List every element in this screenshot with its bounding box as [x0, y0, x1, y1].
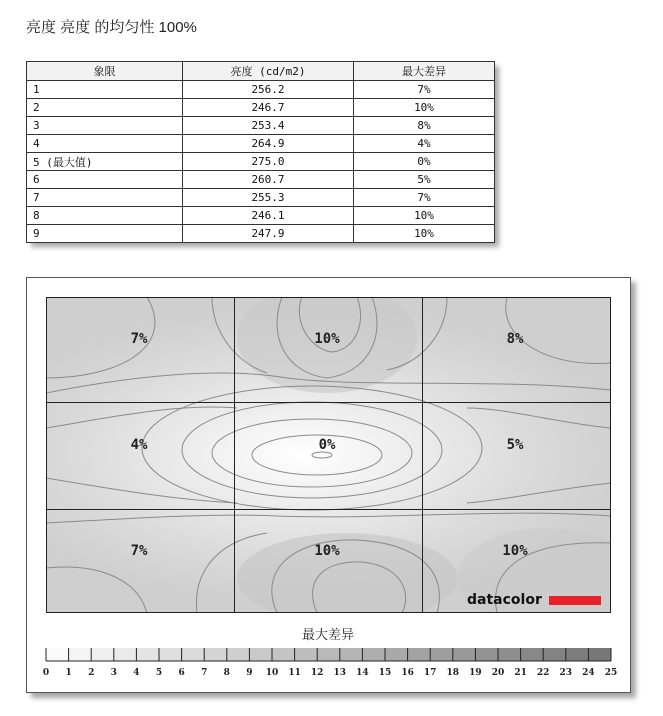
quadrant-label-1: 7% [130, 331, 148, 347]
cell-luminance: 264.9 [183, 135, 354, 153]
cell-quadrant: 2 [27, 99, 183, 117]
scale-tick-label: 7 [201, 668, 208, 678]
cell-quadrant: 9 [27, 225, 183, 243]
logo-text: datacolor [467, 592, 542, 608]
scale-swatch [272, 648, 295, 661]
header-quadrant: 象限 [27, 62, 183, 81]
scale-tick-label: 17 [423, 668, 437, 678]
quadrant-label-8: 10% [314, 543, 340, 559]
cell-luminance: 275.0 [183, 153, 354, 171]
cell-luminance: 247.9 [183, 225, 354, 243]
scale-swatch [317, 648, 340, 661]
scale-tick-label: 11 [288, 668, 301, 678]
scale-swatch [136, 648, 159, 661]
scale-tick-label: 0 [42, 668, 50, 678]
table-row [27, 135, 495, 153]
scale-tick-label: 13 [333, 668, 347, 678]
scale-swatch [430, 648, 453, 661]
scale-tick-label: 18 [446, 668, 460, 678]
quadrant-label-6: 5% [506, 437, 524, 453]
table-row [27, 189, 495, 207]
cell-difference: 4% [354, 135, 495, 153]
scale-tick-label: 12 [310, 668, 324, 678]
table-header-row [27, 62, 495, 81]
scale-tick-label: 6 [178, 668, 185, 678]
scale-tick-label: 8 [223, 668, 230, 678]
scale-tick-label: 5 [155, 668, 163, 678]
scale-swatch [543, 648, 566, 661]
quadrant-label-4: 4% [130, 437, 148, 453]
table-row [27, 171, 495, 189]
scale-swatch [498, 648, 521, 661]
scale-tick-label: 21 [514, 668, 527, 678]
scale-tick-label: 3 [110, 668, 117, 678]
scale-swatch [588, 648, 611, 661]
scale-swatch [114, 648, 137, 661]
scale-tick-label: 15 [378, 668, 392, 678]
scale-swatch [159, 648, 182, 661]
table-row [27, 117, 495, 135]
cell-difference: 5% [354, 171, 495, 189]
cell-luminance: 246.1 [183, 207, 354, 225]
cell-difference: 10% [354, 225, 495, 243]
scale-swatch [182, 648, 205, 661]
table-row [27, 81, 495, 99]
scale-tick-label: 23 [559, 668, 573, 678]
scale-tick-label: 14 [356, 668, 369, 678]
cell-quadrant: 5 (最大值) [27, 153, 183, 171]
scale-swatch [385, 648, 408, 661]
scale-tick-label: 24 [582, 668, 595, 678]
scale-tick-label: 19 [469, 668, 482, 678]
quadrant-label-7: 7% [130, 543, 148, 559]
scale-swatch [295, 648, 318, 661]
scale-tick-label: 9 [246, 668, 253, 678]
cell-quadrant: 6 [27, 171, 183, 189]
quadrant-label-3: 8% [506, 331, 524, 347]
cell-luminance: 246.7 [183, 99, 354, 117]
cell-luminance: 260.7 [183, 171, 354, 189]
cell-quadrant: 1 [27, 81, 183, 99]
uniformity-heatmap-svg [27, 278, 630, 692]
page-title: 亮度 亮度 的均匀性 100% [26, 19, 197, 36]
cell-quadrant: 3 [27, 117, 183, 135]
scale-swatch [566, 648, 589, 661]
cell-difference: 7% [354, 81, 495, 99]
cell-difference: 0% [354, 153, 495, 171]
scale-swatch [340, 648, 363, 661]
scale-swatch [69, 648, 92, 661]
scale-tick-label: 10 [265, 668, 279, 678]
scale-tick-label: 4 [133, 668, 140, 678]
table-row [27, 225, 495, 243]
cell-difference: 10% [354, 99, 495, 117]
quadrant-label-5: 0% [318, 437, 336, 453]
scale-tick-label: 16 [401, 668, 414, 678]
cell-difference: 8% [354, 117, 495, 135]
difference-scale [43, 648, 617, 678]
cell-difference: 10% [354, 207, 495, 225]
scale-swatch [475, 648, 498, 661]
scale-tick-label: 25 [604, 668, 618, 678]
scale-tick-label: 20 [491, 668, 505, 678]
logo-red-bar [549, 596, 601, 605]
quadrant-label-2: 10% [314, 331, 340, 347]
scale-swatch [204, 648, 227, 661]
cell-quadrant: 8 [27, 207, 183, 225]
table-row [27, 153, 495, 171]
scale-swatch [249, 648, 272, 661]
cell-quadrant: 7 [27, 189, 183, 207]
scale-swatch [91, 648, 114, 661]
cell-luminance: 253.4 [183, 117, 354, 135]
cell-luminance: 255.3 [183, 189, 354, 207]
scale-swatch [521, 648, 544, 661]
scale-tick-label: 2 [88, 668, 95, 678]
cell-difference: 7% [354, 189, 495, 207]
scale-tick-label: 1 [65, 668, 72, 678]
scale-tick-label: 22 [536, 668, 550, 678]
header-max-difference: 最大差异 [354, 62, 495, 81]
quadrant-table [26, 61, 494, 242]
scale-swatch [227, 648, 250, 661]
cell-quadrant: 4 [27, 135, 183, 153]
uniformity-panel [26, 277, 631, 693]
cell-luminance: 256.2 [183, 81, 354, 99]
header-luminance: 亮度 (cd/m2) [183, 62, 354, 81]
scale-swatch [408, 648, 431, 661]
quadrant-label-9: 10% [502, 543, 528, 559]
legend-title: 最大差异 [301, 628, 355, 643]
scale-swatch [46, 648, 69, 661]
table-row [27, 207, 495, 225]
scale-swatch [362, 648, 385, 661]
scale-swatch [453, 648, 476, 661]
table-row [27, 99, 495, 117]
